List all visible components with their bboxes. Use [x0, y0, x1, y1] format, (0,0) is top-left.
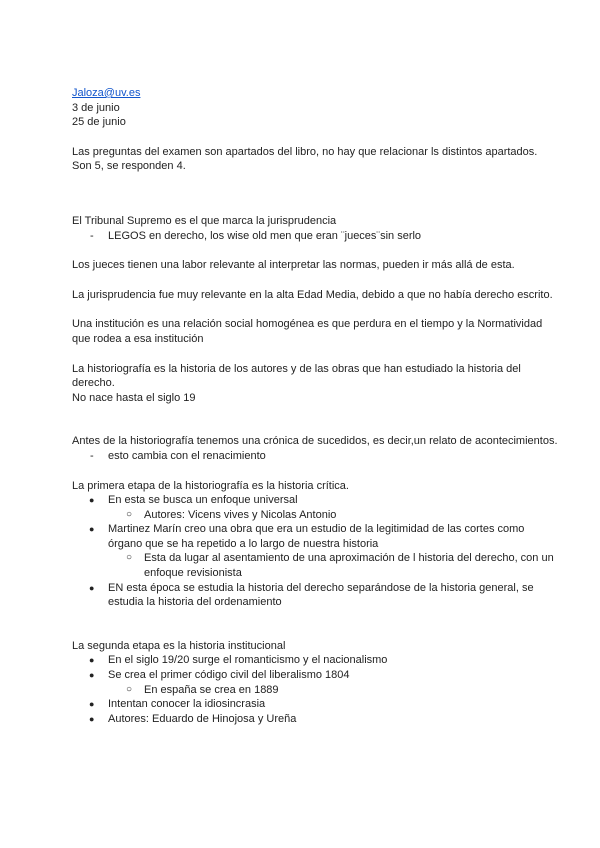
paragraph-4b: No nace hasta el siglo 19: [72, 391, 196, 404]
date-1: 3 de junio: [72, 101, 120, 114]
section2-dash-item: - esto cambia con el renacimiento: [72, 449, 560, 464]
section4-sublist: [108, 683, 560, 698]
paragraph-2: La jurisprudencia fue muy relevante en la alta Edad Media, debido a que no había derecho escrito.: [72, 288, 553, 301]
section3-title: La primera etapa de la historiografía es la historia crítica.: [72, 479, 349, 492]
section4-list: [72, 653, 560, 726]
paragraph-1: Los jueces tienen una labor relevante al interpretar las normas, pueden ir más allá de esta.: [72, 259, 515, 272]
section4-title: La segunda etapa es la historia institucional: [72, 639, 286, 652]
section3-bullet-2: [72, 522, 560, 580]
email-link[interactable]: Jaloza@uv.es: [72, 87, 141, 99]
section1-dash-item: - LEGOS en derecho, los wise old men que eran ¨jueces¨sin serlo: [72, 229, 560, 244]
section3-sublist-1: [108, 508, 560, 523]
paragraph-3: Una institución es una relación social homogénea es que perdura en el tiempo y la Normatividad que rodea a esa institución: [72, 318, 543, 345]
section3-list: [72, 493, 560, 610]
section4-bullet-2-text: Se crea el primer código civil del liberalismo 1804: [108, 669, 350, 682]
section1-list: [72, 229, 560, 244]
section3-bullet-1-text: En esta se busca un enfoque universal: [108, 494, 298, 507]
section3-bullet-1: [72, 493, 560, 522]
section1-title: El Tribunal Supremo es el que marca la jurisprudencia: [72, 214, 337, 227]
paragraph-4a: La historiografía es la historia de los autores y de las obras que han estudiado la historia del derecho.: [72, 362, 521, 390]
section3-sub-1: ○ Autores: Vicens vives y Nicolas Antonio: [72, 508, 560, 523]
section4-bullet-4: ● Autores: Eduardo de Hinojosa y Ureña: [72, 712, 560, 727]
intro-line-2: Son 5, se responden 4.: [72, 160, 186, 173]
section4-bullet-1: ● En el siglo 19/20 surge el romanticismo y el nacionalismo: [72, 653, 560, 668]
section2-text: Antes de la historiografía tenemos una crónica de sucedidos, es decir,un relato de acontecimientos.: [72, 435, 558, 448]
intro-line-1: Las preguntas del examen son apartados del libro, no hay que relacionar ls distintos apartados.: [72, 145, 538, 158]
section3-bullet-2-text: Martinez Marín creo una obra que era un estudio de la legitimidad de las cortes como órgano que se ha repetido a lo largo de nuestra historia: [108, 523, 525, 550]
section3-sublist-2: [108, 551, 560, 580]
section4-sub-1: ○ En españa se crea en 1889: [72, 683, 560, 698]
section3-bullet-3: ● EN esta época se estudia la historia del derecho separándose de la historia general, se estudia la historia del ordenamiento: [72, 581, 560, 610]
section2-list: [72, 449, 560, 464]
section3-sub-2: ○ Esta da lugar al asentamiento de una aproximación de l historia del derecho, con un enfoque revisionista: [72, 551, 560, 580]
date-2: 25 de junio: [72, 116, 126, 129]
section4-bullet-2: [72, 668, 560, 697]
section4-bullet-3: ● Intentan conocer la idiosincrasia: [72, 697, 560, 712]
